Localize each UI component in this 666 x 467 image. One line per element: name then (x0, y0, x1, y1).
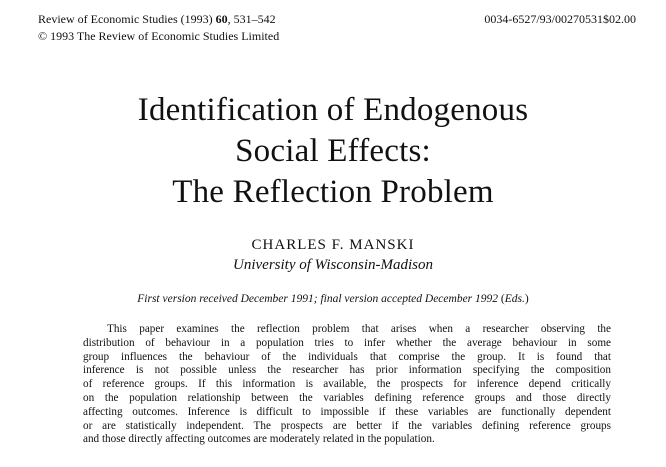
abstract (83, 323, 611, 447)
received-final: final version accepted December 1992 (320, 293, 501, 305)
received-eds-text: Eds. (504, 293, 525, 305)
abstract-line: or are statistically independent. The prospects are better if the variables defining reference groups (83, 419, 611, 432)
abstract-line: inference is not possible unless the researcher has prior information specifying the composition (83, 364, 611, 377)
abstract-line: group influences the behaviour of the individuals that comprise the group. It is found that (83, 350, 611, 363)
abstract-line: and those directly affecting outcomes are moderately related in the population. (83, 433, 435, 446)
copyright-notice: © 1993 The Review of Economic Studies Limited (38, 29, 280, 43)
received-eds: (Eds.) (500, 293, 529, 305)
received-first: First version received December 1991; (137, 293, 321, 305)
abstract-line: on the population relationship between the variables defining reference groups and those directly (83, 391, 611, 404)
title-line-3: The Reflection Problem (172, 174, 494, 210)
journal-pages: , 531–542 (227, 12, 276, 26)
abstract-line: This paper examines the reflection problem that arises when a researcher observing the (107, 323, 611, 335)
journal-volume: 60 (215, 12, 228, 26)
title-line-2: Social Effects: (235, 133, 431, 169)
issn-code: 0034-6527/93/00270531$02.00 (484, 12, 636, 26)
title-line-1: Identification of Endogenous (137, 92, 529, 128)
journal-name: Review of Economic Studies (1993) (38, 12, 216, 26)
abstract-line: distribution of behaviour in a population tries to infer whether the average behaviour in some (83, 336, 611, 349)
paper-title (0, 90, 666, 213)
abstract-line: of reference groups. If this information is available, the prospects for inference depend critically (83, 378, 611, 391)
received-note (0, 292, 666, 307)
journal-header (38, 11, 279, 45)
author-affiliation: University of Wisconsin-Madison (233, 257, 433, 273)
author-name: CHARLES F. MANSKI (251, 237, 415, 253)
abstract-line: affecting outcomes. Inference is difficult to impossible if these variables are functionally dependent (83, 405, 611, 418)
journal-citation (38, 11, 279, 28)
